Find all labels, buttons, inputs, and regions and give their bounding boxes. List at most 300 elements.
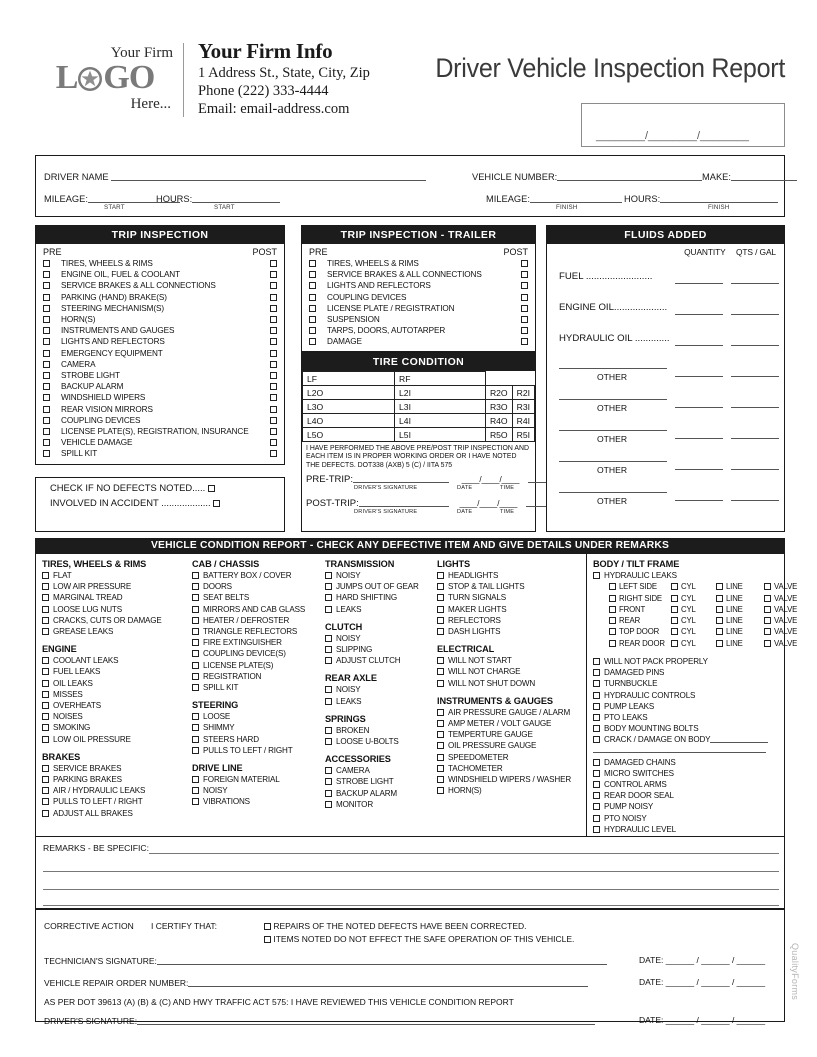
trip-inspection-item-pre-checkbox[interactable] <box>43 316 50 323</box>
vcr-item[interactable] <box>42 689 186 700</box>
fluid-other-name-blank[interactable] <box>559 461 667 462</box>
vcr-valve-checkbox[interactable] <box>764 628 771 635</box>
vcr-item-checkbox[interactable] <box>593 572 600 579</box>
vcr-item[interactable] <box>42 711 186 722</box>
vcr-item[interactable] <box>437 707 586 718</box>
vcr-item-checkbox[interactable] <box>325 727 332 734</box>
remarks-line-1[interactable] <box>149 853 779 854</box>
tire-cell[interactable]: R4O <box>485 414 512 428</box>
vcr-item-checkbox[interactable] <box>42 724 49 731</box>
vcr-location-checkbox[interactable] <box>609 628 616 635</box>
vcr-item-checkbox[interactable] <box>192 583 199 590</box>
trip-inspection-item-row[interactable] <box>36 292 284 303</box>
vcr-item-checkbox[interactable] <box>325 790 332 797</box>
vcr-item[interactable] <box>325 644 431 655</box>
trip-inspection-item-pre-checkbox[interactable] <box>43 406 50 413</box>
vcr-item[interactable] <box>42 626 186 637</box>
vcr-valve-checkbox[interactable] <box>764 617 771 624</box>
fluid-quantity-blank[interactable] <box>675 500 723 501</box>
make-blank[interactable] <box>731 171 797 181</box>
vcr-item[interactable] <box>437 592 586 603</box>
vcr-item[interactable] <box>192 682 319 693</box>
report-date-box[interactable] <box>581 103 785 147</box>
cert2-checkbox[interactable] <box>264 936 271 943</box>
vcr-item[interactable] <box>192 626 319 637</box>
driver-name-blank[interactable] <box>111 171 426 181</box>
vcr-item[interactable] <box>325 655 431 666</box>
vcr-item-checkbox[interactable] <box>437 657 444 664</box>
fluid-quantity-blank[interactable] <box>675 314 723 315</box>
hours-start-blank[interactable] <box>192 193 280 203</box>
vcr-item[interactable] <box>325 799 431 810</box>
tire-cell[interactable]: L4O <box>303 414 395 428</box>
vcr-item[interactable] <box>593 667 784 678</box>
vcr-item[interactable] <box>42 808 186 819</box>
fluid-units-blank[interactable] <box>731 345 779 346</box>
vcr-cyl-checkbox[interactable] <box>671 595 678 602</box>
vcr-item-checkbox[interactable] <box>192 713 199 720</box>
fluid-other-row[interactable] <box>547 414 784 445</box>
tire-cell[interactable]: R5I <box>512 428 534 442</box>
vcr-valve-checkbox[interactable] <box>764 595 771 602</box>
vcr-item[interactable] <box>593 824 784 835</box>
vcr-item[interactable] <box>325 633 431 644</box>
vcr-item-checkbox[interactable] <box>42 736 49 743</box>
trip-inspection-item-post-checkbox[interactable] <box>270 327 277 334</box>
vcr-item[interactable] <box>437 763 586 774</box>
trip-inspection-item-pre-checkbox[interactable] <box>43 361 50 368</box>
vcr-item-checkbox[interactable] <box>42 572 49 579</box>
trip-inspection-item-row[interactable] <box>36 437 284 448</box>
trip-trailer-item-row[interactable] <box>302 336 535 347</box>
vcr-item-checkbox[interactable] <box>192 650 199 657</box>
vcr-item[interactable] <box>42 581 186 592</box>
vcr-hydraulic-row[interactable] <box>593 615 798 626</box>
vcr-item-checkbox[interactable] <box>437 583 444 590</box>
vcr-hydraulic-row[interactable] <box>593 626 798 637</box>
vcr-item-checkbox[interactable] <box>192 747 199 754</box>
vcr-item-checkbox[interactable] <box>192 673 199 680</box>
trip-inspection-item-pre-checkbox[interactable] <box>43 372 50 379</box>
tire-cell[interactable]: L3O <box>303 400 395 414</box>
driver-signature-field[interactable] <box>44 1015 595 1026</box>
trip-inspection-item-pre-checkbox[interactable] <box>43 338 50 345</box>
vcr-item-checkbox[interactable] <box>192 776 199 783</box>
vcr-item[interactable] <box>325 581 431 592</box>
vcr-item[interactable] <box>192 570 319 581</box>
tire-cell[interactable]: L5O <box>303 428 395 442</box>
remarks-line-3[interactable] <box>43 889 779 890</box>
trip-inspection-item-pre-checkbox[interactable] <box>43 450 50 457</box>
vcr-item[interactable] <box>593 757 784 768</box>
vcr-cyl-checkbox[interactable] <box>671 583 678 590</box>
vcr-item-checkbox[interactable] <box>437 731 444 738</box>
trip-inspection-item-row[interactable] <box>36 303 284 314</box>
vcr-item-checkbox[interactable] <box>593 815 600 822</box>
vcr-cyl-checkbox[interactable] <box>671 617 678 624</box>
technician-signature-blank[interactable] <box>157 955 607 965</box>
trip-inspection-item-pre-checkbox[interactable] <box>43 428 50 435</box>
vcr-item-checkbox[interactable] <box>192 798 199 805</box>
fluid-other-row[interactable] <box>547 352 784 383</box>
vcr-item[interactable] <box>437 581 586 592</box>
vcr-item-checkbox[interactable] <box>42 680 49 687</box>
vcr-item[interactable] <box>593 801 784 812</box>
vcr-item[interactable] <box>42 796 186 807</box>
vcr-item[interactable] <box>593 656 784 667</box>
vcr-item[interactable] <box>192 637 319 648</box>
fluid-units-blank[interactable] <box>731 376 779 377</box>
fluid-quantity-blank[interactable] <box>675 283 723 284</box>
fluid-other-name-blank[interactable] <box>559 368 667 369</box>
vcr-item[interactable] <box>437 774 586 785</box>
vcr-item-checkbox[interactable] <box>325 778 332 785</box>
trip-inspection-item-post-checkbox[interactable] <box>270 406 277 413</box>
vcr-item-checkbox[interactable] <box>192 787 199 794</box>
tire-cell[interactable]: R4I <box>512 414 534 428</box>
trip-inspection-item-post-checkbox[interactable] <box>270 350 277 357</box>
vcr-item-checkbox[interactable] <box>325 686 332 693</box>
vcr-item[interactable] <box>192 722 319 733</box>
vcr-item[interactable] <box>42 763 186 774</box>
vcr-item-checkbox[interactable] <box>42 713 49 720</box>
vcr-item-checkbox[interactable] <box>42 606 49 613</box>
repair-order-blank[interactable] <box>188 977 588 987</box>
trip-inspection-item-pre-checkbox[interactable] <box>43 383 50 390</box>
trip-trailer-item-post-checkbox[interactable] <box>521 316 528 323</box>
trip-inspection-item-row[interactable] <box>36 325 284 336</box>
vcr-item-checkbox[interactable] <box>593 770 600 777</box>
vcr-item-checkbox[interactable] <box>192 628 199 635</box>
trip-inspection-item-row[interactable] <box>36 314 284 325</box>
vcr-item[interactable] <box>437 666 586 677</box>
trip-inspection-item-pre-checkbox[interactable] <box>43 417 50 424</box>
vcr-item-checkbox[interactable] <box>593 725 600 732</box>
vcr-item[interactable] <box>437 729 586 740</box>
vcr-item[interactable] <box>325 725 431 736</box>
trip-trailer-item-pre-checkbox[interactable] <box>309 271 316 278</box>
vcr-item-crack[interactable] <box>593 734 784 745</box>
vcr-item[interactable] <box>42 774 186 785</box>
vcr-item[interactable] <box>192 581 319 592</box>
fluid-units-blank[interactable] <box>731 500 779 501</box>
pretrip-signature-blank[interactable] <box>353 473 449 483</box>
trip-inspection-item-pre-checkbox[interactable] <box>43 260 50 267</box>
vcr-item-checkbox[interactable] <box>593 781 600 788</box>
fluid-units-blank[interactable] <box>731 438 779 439</box>
vcr-item-checkbox[interactable] <box>437 787 444 794</box>
vcr-item-checkbox[interactable] <box>192 617 199 624</box>
cert-row-2[interactable] <box>264 934 574 944</box>
vcr-item-checkbox[interactable] <box>42 583 49 590</box>
vcr-item-checkbox[interactable] <box>325 635 332 642</box>
vcr-crack-note-blank[interactable] <box>710 734 768 743</box>
vcr-item-checkbox[interactable] <box>437 668 444 675</box>
trip-trailer-item-row[interactable] <box>302 325 535 336</box>
tire-cell[interactable]: L4I <box>395 414 486 428</box>
vcr-item[interactable] <box>192 785 319 796</box>
trip-trailer-item-row[interactable] <box>302 258 535 269</box>
trip-inspection-item-row[interactable] <box>36 448 284 459</box>
vcr-item[interactable] <box>437 740 586 751</box>
vcr-cyl-checkbox[interactable] <box>671 628 678 635</box>
repair-order-date-field[interactable] <box>639 977 765 987</box>
fluid-row[interactable] <box>547 321 784 352</box>
vcr-item[interactable] <box>192 648 319 659</box>
vcr-item[interactable] <box>42 666 186 677</box>
vcr-item-checkbox[interactable] <box>593 669 600 676</box>
pretrip-signature-row[interactable] <box>302 471 535 485</box>
vcr-item[interactable] <box>593 570 784 581</box>
fluid-other-name-blank[interactable] <box>559 399 667 400</box>
vcr-line-checkbox[interactable] <box>716 583 723 590</box>
trip-inspection-item-post-checkbox[interactable] <box>270 394 277 401</box>
trip-trailer-item-post-checkbox[interactable] <box>521 294 528 301</box>
vcr-item[interactable] <box>192 774 319 785</box>
fluid-quantity-blank[interactable] <box>675 469 723 470</box>
vcr-line-checkbox[interactable] <box>716 617 723 624</box>
vcr-item[interactable] <box>593 723 784 734</box>
no-defects-row[interactable] <box>36 478 284 493</box>
fluid-other-row[interactable] <box>547 445 784 476</box>
hours-finish-field[interactable] <box>624 193 778 204</box>
trip-trailer-item-post-checkbox[interactable] <box>521 260 528 267</box>
hours-finish-blank[interactable] <box>660 193 778 203</box>
vcr-item[interactable] <box>42 570 186 581</box>
vcr-item-checkbox[interactable] <box>192 662 199 669</box>
vcr-item[interactable] <box>192 796 319 807</box>
vcr-item-checkbox[interactable] <box>325 767 332 774</box>
tire-cell[interactable]: L2I <box>395 386 486 400</box>
vcr-location-checkbox[interactable] <box>609 595 616 602</box>
trip-trailer-item-post-checkbox[interactable] <box>521 327 528 334</box>
vcr-item-checkbox[interactable] <box>42 810 49 817</box>
trip-inspection-item-row[interactable] <box>36 392 284 403</box>
vcr-item-checkbox[interactable] <box>42 657 49 664</box>
trip-inspection-item-row[interactable] <box>36 403 284 414</box>
vcr-item-checkbox[interactable] <box>192 684 199 691</box>
trip-trailer-item-pre-checkbox[interactable] <box>309 316 316 323</box>
tire-row[interactable] <box>303 414 535 428</box>
trip-inspection-item-post-checkbox[interactable] <box>270 450 277 457</box>
tire-cell[interactable]: R5O <box>485 428 512 442</box>
fluid-other-name-blank[interactable] <box>559 492 667 493</box>
no-defects-checkbox[interactable] <box>208 485 215 492</box>
vcr-item[interactable] <box>593 768 784 779</box>
fluid-quantity-blank[interactable] <box>675 407 723 408</box>
trip-trailer-item-post-checkbox[interactable] <box>521 305 528 312</box>
tire-cell[interactable]: RF <box>395 372 486 386</box>
trip-inspection-item-post-checkbox[interactable] <box>270 282 277 289</box>
trip-inspection-item-row[interactable] <box>36 269 284 280</box>
vcr-item[interactable] <box>593 701 784 712</box>
vcr-item[interactable] <box>325 592 431 603</box>
vcr-item[interactable] <box>42 604 186 615</box>
vcr-item[interactable] <box>593 790 784 801</box>
tire-row[interactable] <box>303 400 535 414</box>
vcr-item-checkbox[interactable] <box>192 572 199 579</box>
vcr-item[interactable] <box>192 734 319 745</box>
vcr-item-checkbox[interactable] <box>42 702 49 709</box>
vcr-item[interactable] <box>437 678 586 689</box>
vcr-item[interactable] <box>192 660 319 671</box>
fluid-units-blank[interactable] <box>731 283 779 284</box>
vcr-cyl-checkbox[interactable] <box>671 640 678 647</box>
vcr-item-checkbox[interactable] <box>437 617 444 624</box>
vcr-item[interactable] <box>437 604 586 615</box>
vcr-item-checkbox[interactable] <box>325 583 332 590</box>
vcr-item-checkbox[interactable] <box>437 709 444 716</box>
trip-trailer-item-pre-checkbox[interactable] <box>309 338 316 345</box>
vcr-item-checkbox[interactable] <box>437 754 444 761</box>
vcr-item-checkbox[interactable] <box>325 606 332 613</box>
mileage-finish-field[interactable] <box>486 193 622 204</box>
vcr-item-checkbox[interactable] <box>437 594 444 601</box>
vcr-item[interactable] <box>593 712 784 723</box>
vcr-item[interactable] <box>42 734 186 745</box>
vcr-item-checkbox[interactable] <box>437 776 444 783</box>
vcr-item[interactable] <box>593 678 784 689</box>
vcr-item[interactable] <box>192 711 319 722</box>
vcr-item[interactable] <box>325 788 431 799</box>
vcr-item[interactable] <box>42 678 186 689</box>
trip-inspection-item-post-checkbox[interactable] <box>270 428 277 435</box>
vcr-item-checkbox[interactable] <box>42 765 49 772</box>
cert1-checkbox[interactable] <box>264 923 271 930</box>
vcr-valve-checkbox[interactable] <box>764 606 771 613</box>
involved-accident-row[interactable] <box>36 493 284 508</box>
driver-signature-blank[interactable] <box>137 1015 595 1025</box>
tire-cell[interactable]: R3O <box>485 400 512 414</box>
trip-inspection-item-pre-checkbox[interactable] <box>43 294 50 301</box>
remarks-line-4[interactable] <box>43 905 779 906</box>
technician-date-field[interactable] <box>639 955 765 965</box>
vcr-item-checkbox[interactable] <box>325 698 332 705</box>
vcr-item[interactable] <box>42 700 186 711</box>
vcr-item-checkbox[interactable] <box>192 736 199 743</box>
trip-inspection-item-pre-checkbox[interactable] <box>43 271 50 278</box>
vcr-item[interactable] <box>593 690 784 701</box>
vcr-valve-checkbox[interactable] <box>764 583 771 590</box>
vcr-item-checkbox[interactable] <box>593 759 600 766</box>
tire-cell[interactable]: L3I <box>395 400 486 414</box>
posttrip-signature-blank[interactable] <box>359 497 449 507</box>
vcr-item-checkbox[interactable] <box>325 646 332 653</box>
vcr-item-checkbox[interactable] <box>593 692 600 699</box>
vcr-valve-checkbox[interactable] <box>764 640 771 647</box>
vcr-item[interactable] <box>593 779 784 790</box>
vcr-item-checkbox[interactable] <box>593 803 600 810</box>
fluid-quantity-blank[interactable] <box>675 438 723 439</box>
vcr-hydraulic-row[interactable] <box>593 604 798 615</box>
fluid-quantity-blank[interactable] <box>675 345 723 346</box>
trip-trailer-item-pre-checkbox[interactable] <box>309 294 316 301</box>
vcr-item[interactable] <box>325 570 431 581</box>
vcr-cyl-checkbox[interactable] <box>671 606 678 613</box>
trip-inspection-item-row[interactable] <box>36 348 284 359</box>
vcr-item[interactable] <box>42 615 186 626</box>
driver-date-field[interactable] <box>639 1015 765 1025</box>
trip-trailer-item-post-checkbox[interactable] <box>521 282 528 289</box>
vcr-hydraulic-row[interactable] <box>593 581 798 592</box>
vcr-location-checkbox[interactable] <box>609 583 616 590</box>
trip-trailer-item-row[interactable] <box>302 280 535 291</box>
trip-trailer-item-row[interactable] <box>302 314 535 325</box>
trip-inspection-item-row[interactable] <box>36 370 284 381</box>
tire-cell[interactable]: R2I <box>512 386 534 400</box>
vcr-item[interactable] <box>192 592 319 603</box>
vcr-item[interactable] <box>325 765 431 776</box>
vcr-item-checkbox[interactable] <box>42 798 49 805</box>
trip-inspection-item-row[interactable] <box>36 381 284 392</box>
trip-inspection-item-row[interactable] <box>36 426 284 437</box>
trip-trailer-item-pre-checkbox[interactable] <box>309 260 316 267</box>
vcr-line-checkbox[interactable] <box>716 640 723 647</box>
hours-start-field[interactable] <box>156 193 280 204</box>
vcr-item-checkbox[interactable] <box>593 680 600 687</box>
vcr-item[interactable] <box>192 604 319 615</box>
trip-inspection-item-post-checkbox[interactable] <box>270 316 277 323</box>
tire-row[interactable] <box>303 428 535 442</box>
fluid-other-row[interactable] <box>547 476 784 507</box>
fluid-units-blank[interactable] <box>731 469 779 470</box>
fluid-row[interactable] <box>547 259 784 290</box>
make-field[interactable] <box>702 171 797 182</box>
mileage-finish-blank[interactable] <box>530 193 622 203</box>
remarks-line-2[interactable] <box>43 871 779 872</box>
trip-inspection-item-row[interactable] <box>36 359 284 370</box>
vcr-location-checkbox[interactable] <box>609 640 616 647</box>
vcr-item-checkbox[interactable] <box>593 736 600 743</box>
technician-signature-field[interactable] <box>44 955 607 966</box>
vcr-item-checkbox[interactable] <box>325 738 332 745</box>
vcr-item[interactable] <box>325 776 431 787</box>
trip-inspection-item-pre-checkbox[interactable] <box>43 350 50 357</box>
trip-inspection-item-pre-checkbox[interactable] <box>43 282 50 289</box>
vcr-item-checkbox[interactable] <box>593 826 600 833</box>
vcr-item[interactable] <box>437 785 586 796</box>
trip-trailer-item-pre-checkbox[interactable] <box>309 305 316 312</box>
trip-trailer-item-post-checkbox[interactable] <box>521 338 528 345</box>
trip-inspection-item-post-checkbox[interactable] <box>270 417 277 424</box>
vcr-item[interactable] <box>437 718 586 729</box>
trip-inspection-item-row[interactable] <box>36 280 284 291</box>
vcr-item-checkbox[interactable] <box>593 658 600 665</box>
vcr-item-checkbox[interactable] <box>437 765 444 772</box>
repair-order-field[interactable] <box>44 977 588 988</box>
vcr-item[interactable] <box>192 745 319 756</box>
driver-name-field[interactable] <box>44 171 426 182</box>
trip-trailer-item-row[interactable] <box>302 303 535 314</box>
vcr-line-checkbox[interactable] <box>716 595 723 602</box>
vcr-location-checkbox[interactable] <box>609 617 616 624</box>
trip-inspection-item-post-checkbox[interactable] <box>270 439 277 446</box>
vcr-item[interactable] <box>593 813 784 824</box>
vcr-item-checkbox[interactable] <box>325 572 332 579</box>
trip-inspection-item-post-checkbox[interactable] <box>270 294 277 301</box>
vcr-item-checkbox[interactable] <box>192 724 199 731</box>
vcr-item[interactable] <box>192 671 319 682</box>
vcr-item[interactable] <box>42 592 186 603</box>
trip-inspection-item-post-checkbox[interactable] <box>270 338 277 345</box>
trip-inspection-item-pre-checkbox[interactable] <box>43 394 50 401</box>
fluid-other-name-blank[interactable] <box>559 430 667 431</box>
trip-trailer-item-pre-checkbox[interactable] <box>309 282 316 289</box>
vcr-item-checkbox[interactable] <box>437 606 444 613</box>
vcr-item[interactable] <box>437 626 586 637</box>
vcr-item-checkbox[interactable] <box>437 742 444 749</box>
vcr-hydraulic-row[interactable] <box>593 638 798 649</box>
